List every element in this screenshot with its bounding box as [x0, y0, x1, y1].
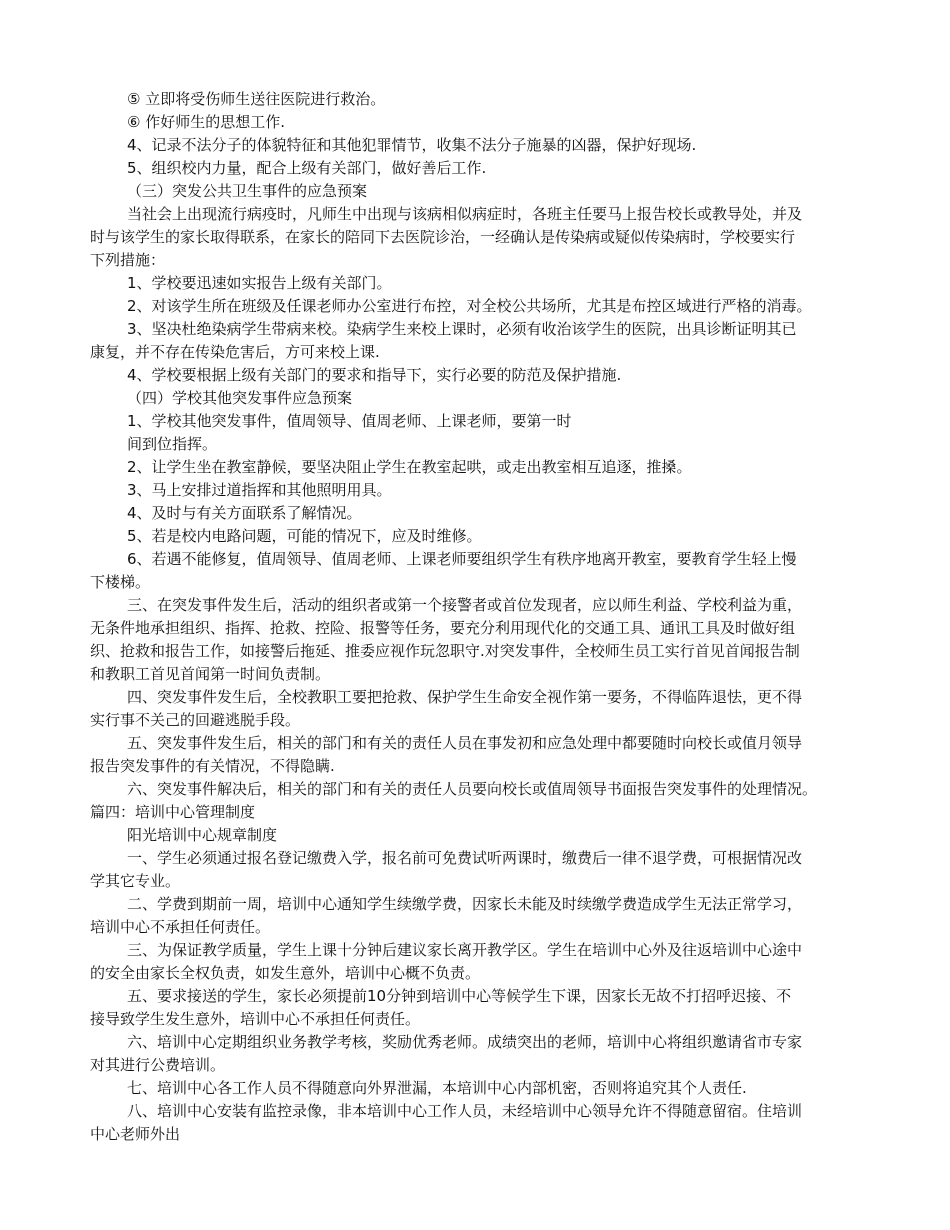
text-line: ⑤ 立即将受伤师生送往医院进行救治。 [127, 90, 386, 108]
text-line: ⑥ 作好师生的思想工作. [127, 113, 285, 131]
text-line: 六、培训中心定期组织业务教学考核，奖励优秀老师。成绩突出的老师，培训中心将组织邀请省市专家 [127, 1033, 803, 1051]
text-line: 五、要求接送的学生，家长必须提前10分钟到培训中心等候学生下课，因家长无故不打招呼迟接、不 [127, 987, 792, 1005]
text-line: 四、突发事件发生后，全校教职工要把抢救、保护学生生命安全视作第一要务，不得临阵退怯，更不得 [127, 688, 803, 706]
text-line: 4、学校要根据上级有关部门的要求和指导下，实行必要的防范及保护措施. [127, 366, 622, 384]
text-line: 对其进行公费培训。 [90, 1056, 226, 1074]
text-line: 下列措施： [90, 251, 166, 269]
text-line: 七、培训中心各工作人员不得随意向外界泄漏，本培训中心内部机密，否则将追究其个人责任. [127, 1079, 747, 1097]
text-line: 间到位指挥。 [127, 435, 218, 453]
text-line: 六、突发事件解决后，相关的部门和有关的责任人员要向校长或值周领导书面报告突发事件的处理情况。 [127, 780, 818, 798]
text-line: 时与该学生的家长取得联系，在家长的陪同下去医院诊治，一经确认是传染病或疑似传染病时，学校要实行 [90, 228, 796, 246]
text-line: 五、突发事件发生后，相关的部门和有关的责任人员在事发初和应急处理中都要随时向校长或值月领导 [127, 734, 803, 752]
text-line: 学其它专业。 [90, 872, 181, 890]
text-line: 6、若遇不能修复，值周领导、值周老师、上课老师要组织学生有秩序地离开教室，要教育学生轻上慢 [127, 550, 797, 568]
text-line: 八、培训中心安装有监控录像，非本培训中心工作人员，未经培训中心领导允许不得随意留宿。住培训 [127, 1102, 803, 1120]
text-line: 织、抢救和报告工作，如接警后拖延、推委应视作玩忽职守.对突发事件，全校师生员工实行首见首闻报告制 [90, 642, 800, 660]
text-line: 2、让学生坐在教室静候，要坚决阻止学生在教室起哄，或走出教室相互追逐，推搡。 [127, 458, 692, 476]
text-line: 三、为保证教学质量，学生上课十分钟后建议家长离开教学区。学生在培训中心外及往返培训中心途中 [127, 941, 803, 959]
text-line: 4、及时与有关方面联系了解情况。 [127, 504, 362, 522]
text-line: 培训中心不承担任何责任。 [90, 918, 271, 936]
text-line: 1、学校要迅速如实报告上级有关部门。 [127, 274, 392, 292]
text-line: 3、马上安排过道指挥和其他照明用具。 [127, 481, 392, 499]
text-line: 的安全由家长全权负责，如发生意外，培训中心概不负责。 [90, 964, 481, 982]
text-line: 无条件地承担组织、指挥、抢救、控险、报警等任务，要充分利用现代化的交通工具、通讯工具及时做好组 [90, 619, 796, 637]
text-line: 1、学校其他突发事件，值周领导、值周老师、上课老师，要第一时 [127, 412, 572, 430]
chapter-heading: 篇四：培训中心管理制度 [90, 803, 256, 821]
text-line: 下楼梯。 [90, 573, 151, 591]
text-line: 报告突发事件的有关情况，不得隐瞒. [90, 757, 335, 775]
text-line: 中心老师外出 [90, 1125, 181, 1143]
text-line: 和教职工首见首闻第一时间负责制。 [90, 665, 331, 683]
text-line: 当社会上出现流行病疫时，凡师生中出现与该病相似病症时，各班主任要马上报告校长或教导处，并及 [127, 205, 803, 223]
section-heading: （四）学校其他突发事件应急预案 [127, 389, 353, 407]
text-line: 接导致学生发生意外，培训中心不承担任何责任。 [90, 1010, 421, 1028]
section-heading: （三）突发公共卫生事件的应急预案 [127, 182, 368, 200]
text-line: 5、组织校内力量，配合上级有关部门，做好善后工作. [127, 159, 487, 177]
text-line: 实行事不关己的回避逃脱手段。 [90, 711, 301, 729]
text-line: 三、在突发事件发生后，活动的组织者或第一个接警者或首位发现者，应以师生利益、学校利益为重， [127, 596, 803, 614]
text-line: 二、学费到期前一周，培训中心通知学生续缴学费，因家长未能及时续缴学费造成学生无法正常学习， [127, 895, 803, 913]
text-line: 康复，并不存在传染危害后，方可来校上课. [90, 343, 380, 361]
text-line: 3、坚决杜绝染病学生带病来校。染病学生来校上课时，必须有收治该学生的医院，出具诊断证明其已 [127, 320, 797, 338]
text-line: 2、对该学生所在班级及任课老师办公室进行布控，对全校公共场所，尤其是布控区域进行严格的消毒。 [127, 297, 812, 315]
document-title: 阳光培训中心规章制度 [127, 826, 278, 844]
text-line: 一、学生必须通过报名登记缴费入学，报名前可免费试听两课时，缴费后一律不退学费，可根据情况改 [127, 849, 803, 867]
text-line: 4、记录不法分子的体貌特征和其他犯罪情节，收集不法分子施暴的凶器，保护好现场. [127, 136, 697, 154]
text-line: 5、若是校内电路问题，可能的情况下，应及时维修。 [127, 527, 482, 545]
